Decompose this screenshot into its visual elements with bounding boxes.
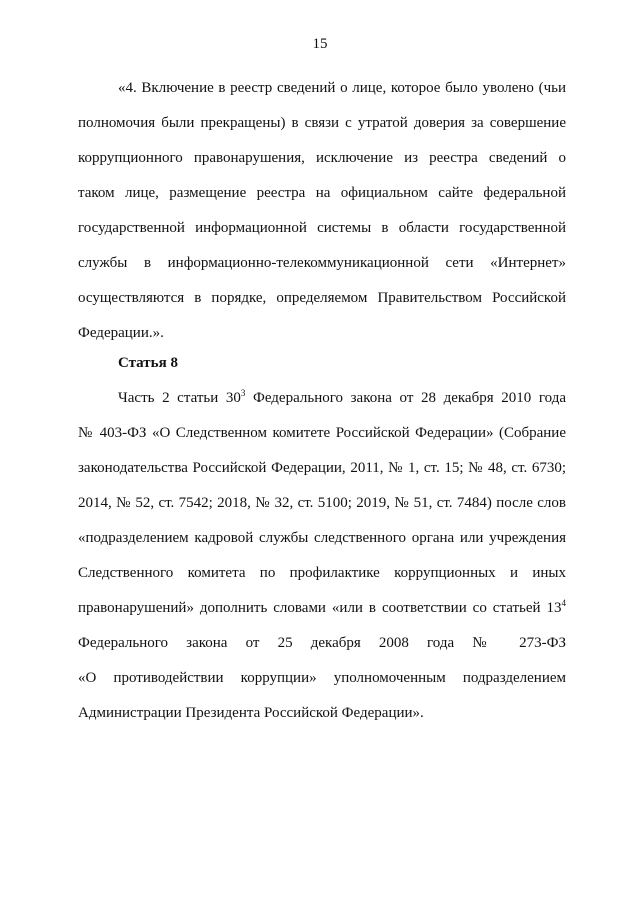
text-line: Следственного комитета по профилактике коррупционных и иных xyxy=(78,565,566,581)
text-line: 2014, № 52, ст. 7542; 2018, № 32, ст. 5100; 2019, № 51, ст. 7484) после слов xyxy=(78,495,566,511)
text-span: Федерального закона от 28 декабря 2010 года xyxy=(245,390,566,406)
text-line: службы в информационно-телекоммуникационной сети «Интернет» xyxy=(78,255,566,271)
page-number: 15 xyxy=(312,36,328,52)
superscript: 4 xyxy=(561,598,566,608)
text-line xyxy=(118,388,566,408)
text-line: законодательства Российской Федерации, 2011, № 1, ст. 15; № 48, ст. 6730; xyxy=(78,460,566,476)
text-line: № 403-ФЗ «О Следственном комитете Российской Федерации» (Собрание xyxy=(78,425,566,441)
text-line: таком лице, размещение реестра на официальном сайте федеральной xyxy=(78,185,566,201)
text-line: государственной информационной системы в области государственной xyxy=(78,220,566,236)
superscript: 3 xyxy=(240,388,246,398)
text-line xyxy=(78,598,566,618)
article-heading: Статья 8 xyxy=(118,355,178,371)
text-line: Федерального закона от 25 декабря 2008 года № 273-ФЗ xyxy=(78,635,566,651)
text-span: Часть 2 статьи 30 xyxy=(118,390,241,406)
text-line: «подразделением кадровой службы следственного органа или учреждения xyxy=(78,530,566,546)
text-line: Администрации Президента Российской Федерации». xyxy=(78,705,424,721)
text-line: Федерации.». xyxy=(78,325,164,341)
text-line: «4. Включение в реестр сведений о лице, которое было уволено (чьи xyxy=(118,80,566,96)
text-span: правонарушений» дополнить словами «или в соответствии со статьей 13 xyxy=(78,600,562,616)
text-line: осуществляются в порядке, определяемом Правительством Российской xyxy=(78,290,566,306)
text-line: коррупционного правонарушения, исключение из реестра сведений о xyxy=(78,150,566,166)
text-line: полномочия были прекращены) в связи с утратой доверия за совершение xyxy=(78,115,566,131)
text-line: «О противодействии коррупции» уполномоченным подразделением xyxy=(78,670,566,686)
